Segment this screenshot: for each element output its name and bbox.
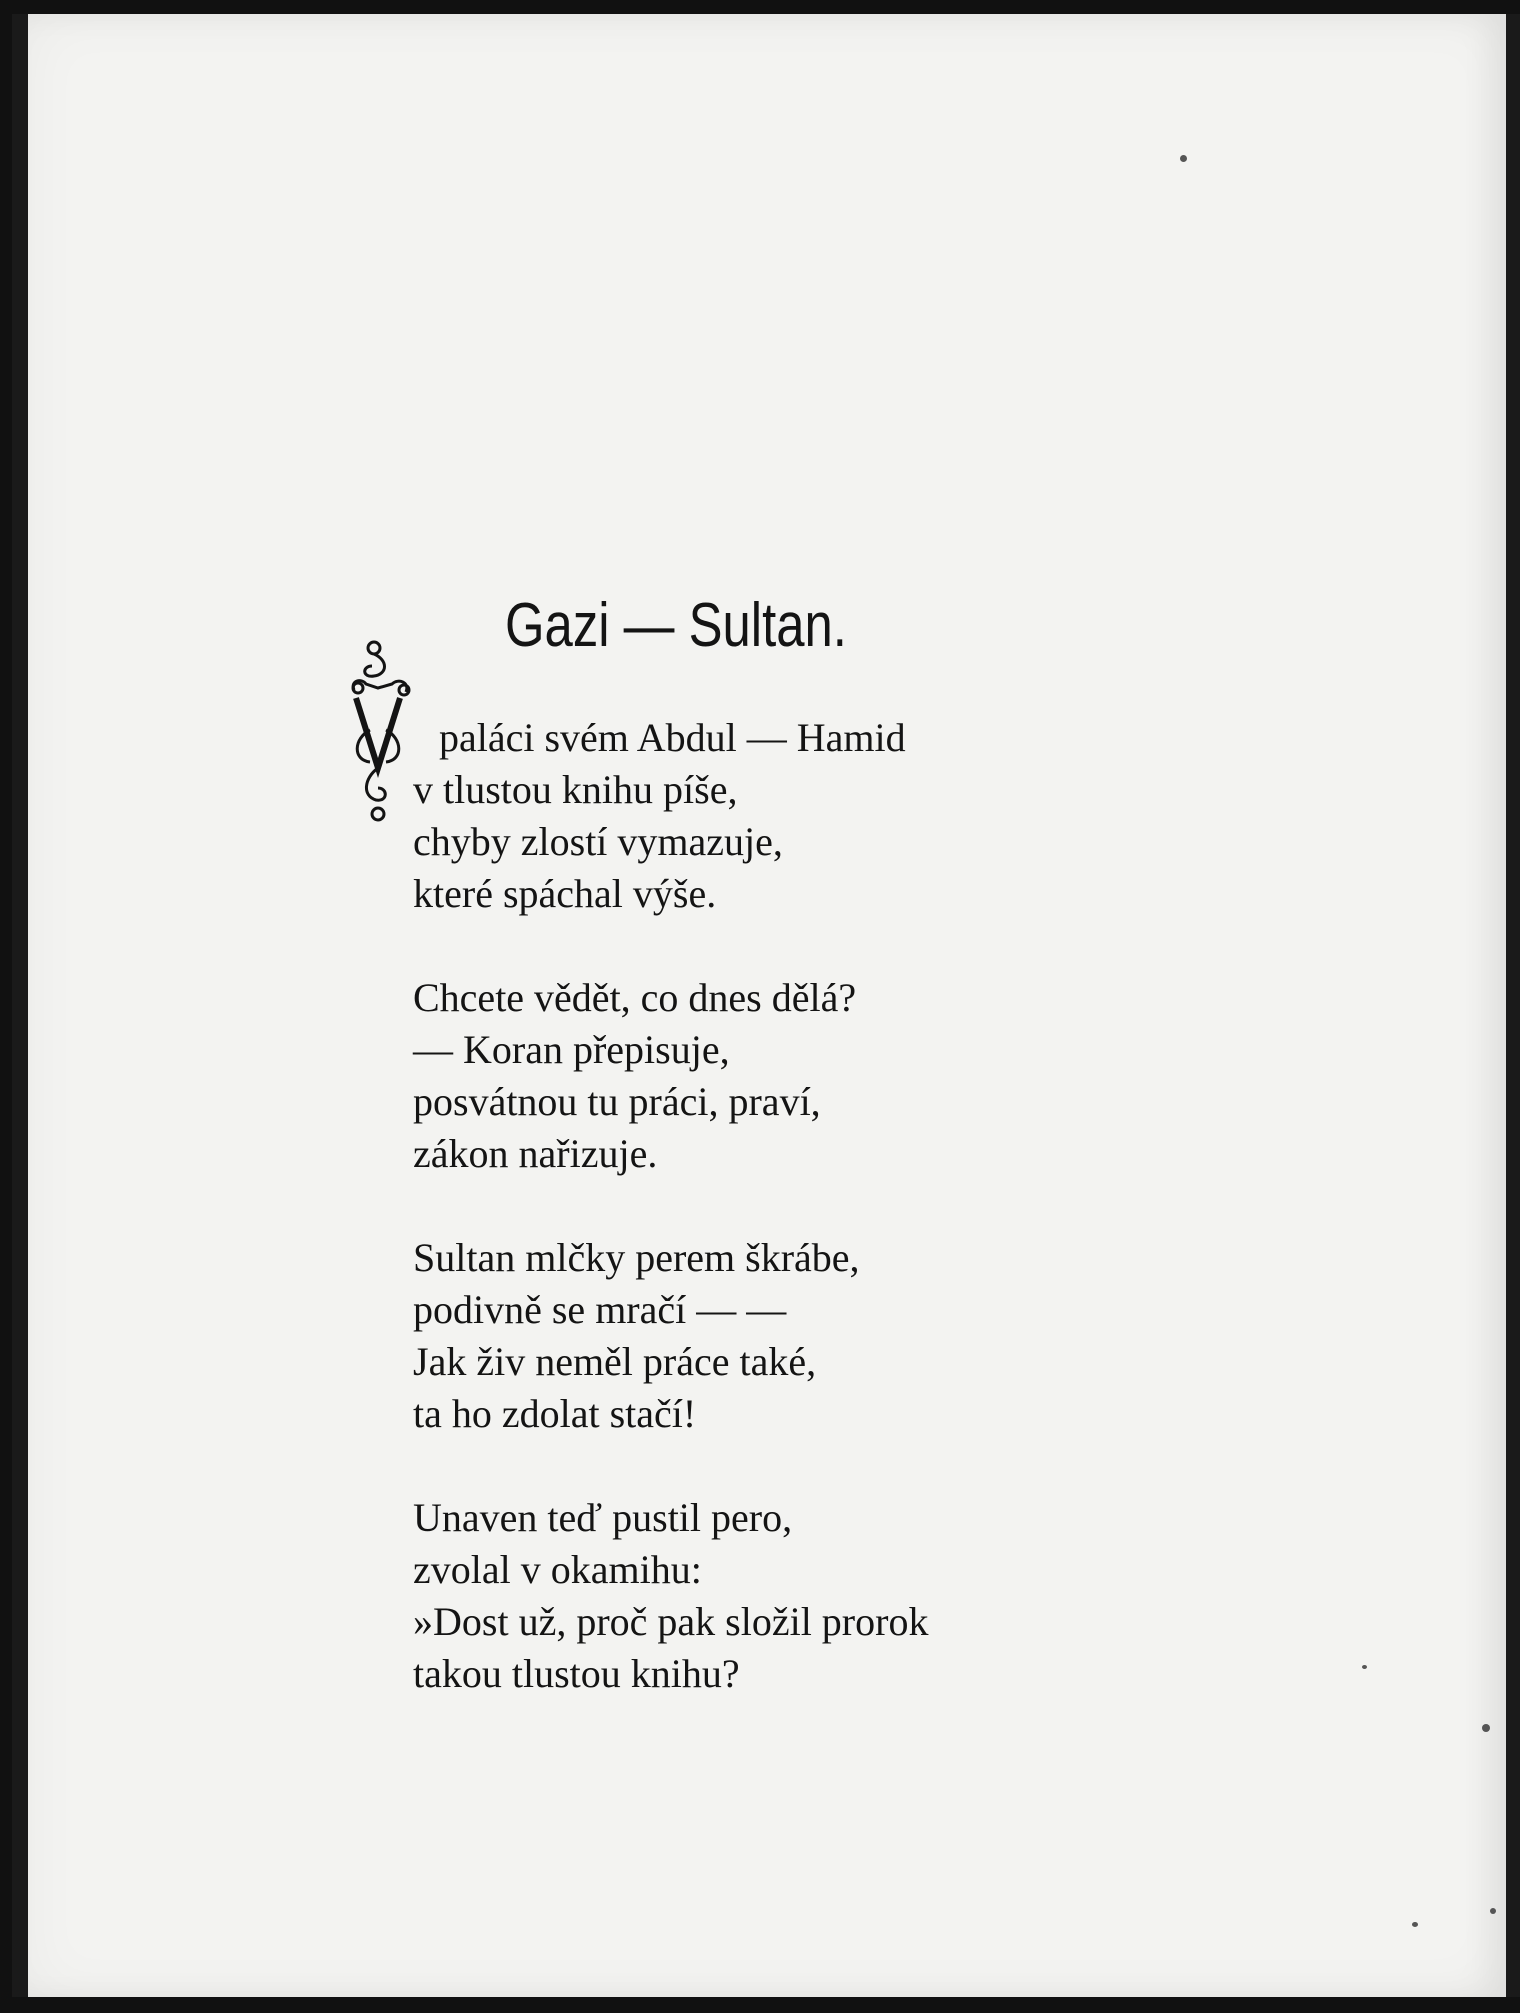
- poem-line: Chcete vědět, co dnes dělá?: [413, 975, 857, 1020]
- paper-speck: [1180, 155, 1187, 162]
- ornamental-initial-v: [348, 638, 418, 828]
- poem-title: Gazi — Sultan.: [505, 591, 847, 660]
- poem-line: paláci svém Abdul — Hamid: [439, 715, 906, 760]
- stanza: [413, 712, 1113, 920]
- poem-line: podivně se mračí — —: [413, 1287, 787, 1332]
- poem-line: takou tlustou knihu?: [413, 1651, 740, 1696]
- poem-line: které spáchal výše.: [413, 871, 717, 916]
- stanza: [413, 972, 1113, 1180]
- poem-line: zákon nařizuje.: [413, 1131, 658, 1176]
- poem-line: »Dost už, proč pak složil prorok: [413, 1599, 929, 1644]
- poem-line: ta ho zdolat stačí!: [413, 1391, 697, 1436]
- scan-border-top: [0, 0, 1520, 14]
- scan-border-left: [0, 0, 12, 2013]
- drop-cap-letter: V: [348, 638, 349, 639]
- poem-line: Jak živ neměl práce také,: [413, 1339, 817, 1384]
- paper-speck: [1490, 1908, 1496, 1914]
- paper-speck: [1412, 1922, 1418, 1927]
- poem-line: — Koran přepisuje,: [413, 1027, 730, 1072]
- stanza: [413, 1232, 1113, 1440]
- stanza: [413, 1492, 1113, 1700]
- poem-line: chyby zlostí vymazuje,: [413, 819, 783, 864]
- scan-border-bottom: [0, 1997, 1520, 2013]
- poem-line: posvátnou tu práci, praví,: [413, 1079, 821, 1124]
- paper-speck: [1362, 1665, 1367, 1669]
- poem-line: v tlustou knihu píše,: [413, 767, 738, 812]
- poem-line: Unaven teď pustil pero,: [413, 1495, 793, 1540]
- poem-body: [413, 712, 1113, 1752]
- poem-line: zvolal v okamihu:: [413, 1547, 702, 1592]
- paper-speck: [1482, 1724, 1490, 1732]
- poem-line: Sultan mlčky perem škrábe,: [413, 1235, 860, 1280]
